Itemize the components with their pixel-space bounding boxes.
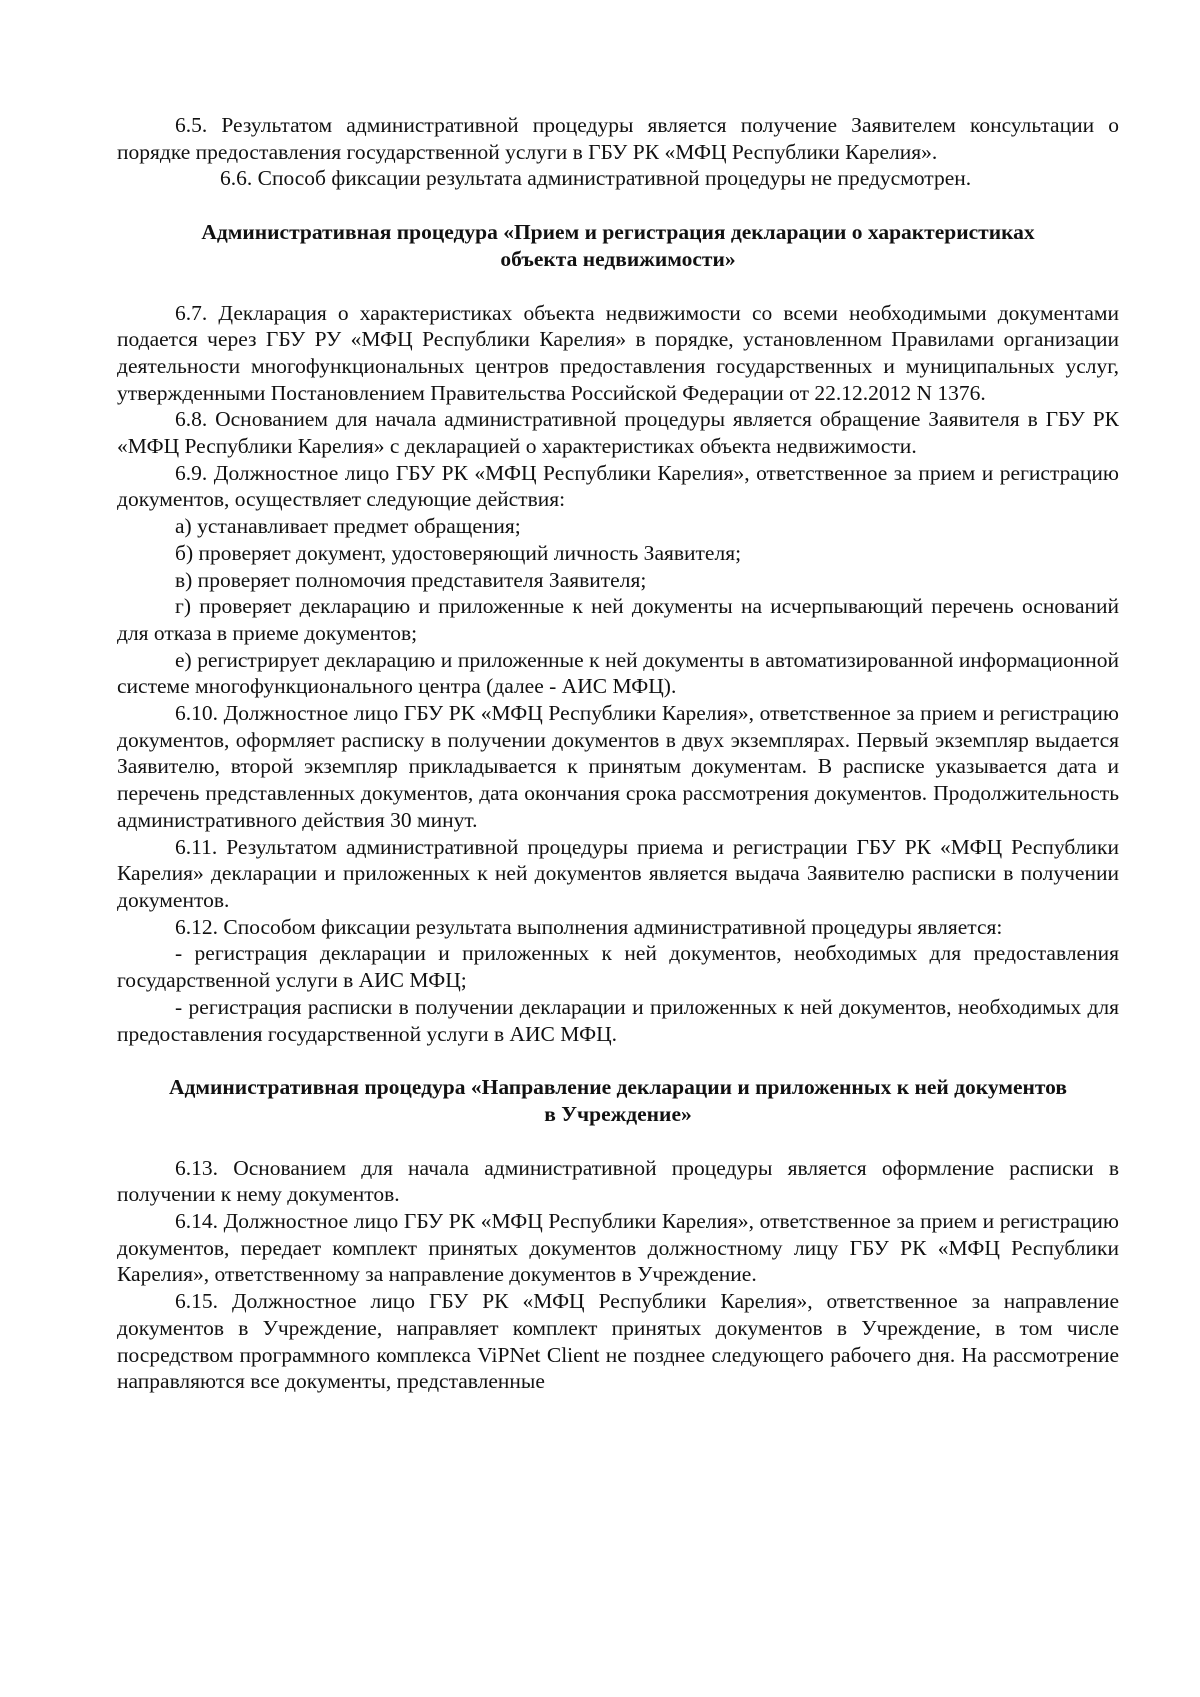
- paragraph-6-5: 6.5. Результатом административной процедуры является получение Заявителем консультации о порядке предоставления государственной услуги в ГБУ РК «МФЦ Республики Карелия».: [117, 113, 1119, 164]
- dash-item-1: - регистрация декларации и приложенных к ней документов, необходимых для предоставления государственной услуги в АИС МФЦ;: [117, 941, 1119, 993]
- list-item-v: в) проверяет полномочия представителя Заявителя;: [175, 567, 647, 592]
- list-item-g: г) проверяет декларацию и приложенные к ней документы на исчерпывающий перечень оснований для отказа в приеме документов;: [117, 594, 1119, 645]
- spacer: [117, 192, 1119, 219]
- paragraph-6-13: 6.13. Основанием для начала административной процедуры является оформление расписки в получении к нему документов.: [117, 1155, 1119, 1207]
- paragraph-6-8: 6.8. Основанием для начала административной процедуры является обращение Заявителя в ГБУ РК «МФЦ Республики Карелия» с декларацией о характеристиках объекта недвижимости.: [117, 407, 1119, 459]
- spacer: [117, 273, 1119, 300]
- list-item-e: е) регистрирует декларацию и приложенные к ней документы в автоматизированной информационной системе многофункционального центра (далее - АИС МФЦ).: [117, 647, 1119, 699]
- paragraph-6-12: 6.12. Способом фиксации результата выполнения административной процедуры является:: [175, 914, 1003, 939]
- spacer: [117, 1128, 1119, 1155]
- list-item-a: а) устанавливает предмет обращения;: [175, 514, 521, 539]
- paragraph-6-7: 6.7. Декларация о характеристиках объекта недвижимости со всеми необходимыми документами подается через ГБУ РУ «МФЦ Республики Карелия» в порядке, установленном Правилами организации деятельности многофункциональных центров предоставления государственных и муниципальных услуг, утвержденными Постановлением Правительства Российской Федерации от 22.12.2012 N 1376.: [117, 300, 1119, 405]
- spacer: [117, 1047, 1119, 1074]
- paragraph-6-14: 6.14. Должностное лицо ГБУ РК «МФЦ Республики Карелия», ответственное за прием и регистрацию документов, передает комплект принятых документов должностному лицу ГБУ РК «МФЦ Республики Карелия», ответственному за направление документов в Учреждение.: [117, 1209, 1119, 1287]
- list-item-b: б) проверяет документ, удостоверяющий личность Заявителя;: [175, 540, 742, 565]
- paragraph-6-10: 6.10. Должностное лицо ГБУ РК «МФЦ Республики Карелия», ответственное за прием и регистрацию документов, оформляет расписку в получении документов в двух экземплярах. Первый экземпляр выдается Заявителю, второй экземпляр прикладывается к принятым документам. В расписке указывается дата и перечень представленных документов, дата окончания срока рассмотрения документов. Продолжительность административного действия 30 минут.: [117, 701, 1119, 832]
- document-page: [117, 112, 1119, 1395]
- section-heading-registration: Административная процедура «Прием и регистрация декларации о характеристиках объекта недвижимости»: [201, 220, 1035, 271]
- paragraph-6-9: 6.9. Должностное лицо ГБУ РК «МФЦ Республики Карелия», ответственное за прием и регистрацию документов, осуществляет следующие действия:: [117, 460, 1119, 512]
- paragraph-6-15: 6.15. Должностное лицо ГБУ РК «МФЦ Республики Карелия», ответственное за направление документов в Учреждение, направляет комплект принятых документов в Учреждение, в том числе посредством программного комплекса ViPNet Client не позднее следующего рабочего дня. На рассмотрение направляются все документы, представленные: [117, 1289, 1119, 1394]
- paragraph-6-11: 6.11. Результатом административной процедуры приема и регистрации ГБУ РК «МФЦ Республики Карелия» декларации и приложенных к ней документов является выдача Заявителю расписки в получении документов.: [117, 834, 1119, 912]
- paragraph-6-6: 6.6. Способ фиксации результата административной процедуры не предусмотрен.: [220, 166, 972, 191]
- section-heading-transfer: Административная процедура «Направление декларации и приложенных к ней документов в Учреждение»: [168, 1075, 1068, 1126]
- dash-item-2: - регистрация расписки в получении декларации и приложенных к ней документов, необходимых для предоставления государственной услуги в АИС МФЦ.: [117, 994, 1119, 1046]
